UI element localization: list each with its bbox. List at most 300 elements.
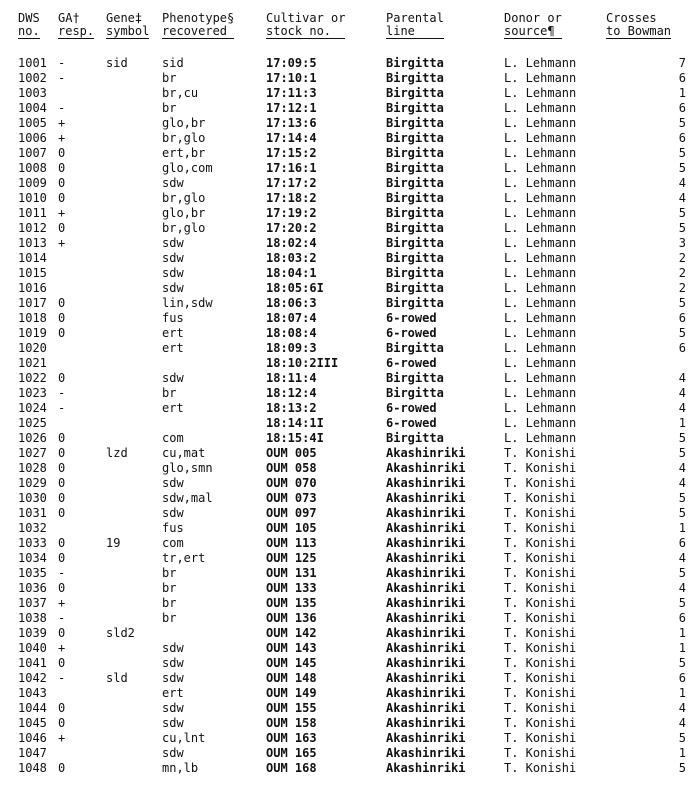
cell-donor: T. Konishi [504,701,577,715]
cell-crosses: 1 [678,641,686,655]
cell-parental-line: Birgitta [386,431,444,445]
cell-dws-no: 1012 [18,221,47,235]
cell-phenotype: cu,lnt [162,731,206,745]
cell-parental-line: 6-rowed [386,356,437,370]
table-row [18,491,686,506]
cell-gene-symbol [106,251,162,266]
cell-phenotype: sdw [162,176,184,190]
table-row [18,296,686,311]
cell-cultivar: OUM 136 [266,611,317,625]
cell-parental-line: Birgitta [386,56,444,70]
cell-phenotype: ert [162,341,184,355]
table-row [18,146,686,161]
cell-crosses: 4 [678,551,686,565]
cell-phenotype: cu,mat [162,446,206,460]
cell-crosses: 5 [678,656,686,670]
table-row [18,611,686,626]
cell-donor: T. Konishi [504,506,577,520]
cell-parental-line: Birgitta [386,86,444,100]
cell-donor: L. Lehmann [504,386,577,400]
cell-phenotype: br,cu [162,86,199,100]
cell-gene-symbol [106,356,162,371]
table-row [18,641,686,656]
cell-dws-no: 1004 [18,101,47,115]
cell-parental-line: Akashinriki [386,566,466,580]
cell-gene-symbol [106,701,162,716]
table-row [18,101,686,116]
cell-crosses: 3 [678,236,686,250]
table-header [18,12,686,56]
cell-gene-symbol [106,491,162,506]
cell-donor: L. Lehmann [504,101,577,115]
table-row [18,596,686,611]
cell-crosses: 1 [678,416,686,430]
cell-crosses: 1 [678,521,686,535]
table-row [18,656,686,671]
cell-gene-symbol [106,521,162,536]
header-donor: Donor or source¶ [504,11,562,38]
cell-gene-symbol [106,761,162,776]
cell-phenotype: ert [162,326,184,340]
cell-ga-response: 0 [58,536,66,550]
header-parental: Parental line [386,11,444,38]
table-row [18,506,686,521]
table-row [18,71,686,86]
cell-parental-line: 6-rowed [386,416,437,430]
cell-phenotype: sdw [162,641,184,655]
cell-crosses: 6 [678,101,686,115]
cell-donor: L. Lehmann [504,161,577,175]
cell-donor: T. Konishi [504,671,577,685]
cell-dws-no: 1043 [18,686,47,700]
cell-cultivar: 17:16:1 [266,161,317,175]
cell-cultivar: 17:20:2 [266,221,317,235]
cell-gene-symbol [106,581,162,596]
cell-crosses: 4 [678,176,686,190]
cell-crosses: 4 [678,701,686,715]
cell-cultivar: OUM 158 [266,716,317,730]
cell-donor: L. Lehmann [504,251,577,265]
cell-ga-response [58,86,106,101]
cell-parental-line: Birgitta [386,341,444,355]
cell-crosses: 5 [678,326,686,340]
cell-phenotype: glo,com [162,161,213,175]
cell-donor: L. Lehmann [504,281,577,295]
cell-parental-line: Akashinriki [386,671,466,685]
table-row [18,581,686,596]
cell-phenotype: br,glo [162,221,206,235]
table-row [18,356,686,371]
cell-donor: T. Konishi [504,746,577,760]
cell-donor: T. Konishi [504,536,577,550]
cell-dws-no: 1036 [18,581,47,595]
cell-phenotype: sdw [162,671,184,685]
cell-ga-response: + [58,116,66,130]
cell-cultivar: OUM 143 [266,641,317,655]
cell-parental-line: Akashinriki [386,686,466,700]
cell-phenotype: sdw [162,701,184,715]
cell-ga-response: 0 [58,161,66,175]
cell-phenotype: glo,br [162,116,206,130]
cell-phenotype: com [162,431,184,445]
cell-dws-no: 1025 [18,416,47,430]
cell-gene-symbol [106,236,162,251]
cell-parental-line: Akashinriki [386,551,466,565]
cell-parental-line: Akashinriki [386,626,466,640]
cell-ga-response: 0 [58,506,66,520]
cell-dws-no: 1021 [18,356,47,370]
cell-donor: T. Konishi [504,761,577,775]
cell-phenotype: sdw [162,746,184,760]
cell-cultivar: 18:06:3 [266,296,317,310]
cell-crosses: 1 [678,746,686,760]
cell-ga-response: 0 [58,311,66,325]
cell-phenotype: sdw,mal [162,491,213,505]
cell-phenotype: sdw [162,506,184,520]
cell-phenotype: sdw [162,236,184,250]
cell-gene-symbol [106,476,162,491]
cell-cultivar: OUM 142 [266,626,317,640]
cell-gene-symbol [106,746,162,761]
cell-parental-line: Akashinriki [386,716,466,730]
cell-parental-line: Birgitta [386,386,444,400]
cell-phenotype: mn,lb [162,761,199,775]
cell-ga-response [58,251,106,266]
cell-parental-line: Birgitta [386,371,444,385]
cell-parental-line: Akashinriki [386,476,466,490]
cell-cultivar: OUM 005 [266,446,317,460]
cell-crosses: 5 [678,566,686,580]
cell-phenotype [162,626,266,641]
cell-cultivar: 18:05:6I [266,281,324,295]
cell-donor: L. Lehmann [504,176,577,190]
cell-donor: T. Konishi [504,581,577,595]
cell-cultivar: OUM 155 [266,701,317,715]
cell-ga-response [58,266,106,281]
cell-parental-line: Birgitta [386,206,444,220]
cell-gene-symbol [106,311,162,326]
cell-gene-symbol [106,221,162,236]
cell-donor: L. Lehmann [504,56,577,70]
table-row [18,731,686,746]
cell-ga-response: + [58,236,66,250]
cell-dws-no: 1032 [18,521,47,535]
cell-dws-no: 1006 [18,131,47,145]
header-ga: GA† resp. [58,11,95,38]
cell-dws-no: 1047 [18,746,47,760]
table-row [18,401,686,416]
cell-cultivar: 18:03:2 [266,251,317,265]
cell-phenotype: fus [162,311,184,325]
table-row [18,566,686,581]
cell-donor: T. Konishi [504,716,577,730]
cell-dws-no: 1046 [18,731,47,745]
cell-donor: T. Konishi [504,566,577,580]
cell-dws-no: 1033 [18,536,47,550]
cell-donor: L. Lehmann [504,326,577,340]
cell-cultivar: 17:18:2 [266,191,317,205]
cell-dws-no: 1001 [18,56,47,70]
table-row [18,701,686,716]
cell-cultivar: 17:13:6 [266,116,317,130]
table-row [18,461,686,476]
cell-gene-symbol [106,326,162,341]
cell-dws-no: 1045 [18,716,47,730]
cell-ga-response [58,686,106,701]
table-row [18,56,686,71]
cell-gene-symbol [106,686,162,701]
cell-cultivar: OUM 070 [266,476,317,490]
cell-dws-no: 1009 [18,176,47,190]
cell-cultivar: OUM 058 [266,461,317,475]
cell-crosses: 6 [678,341,686,355]
cell-dws-no: 1039 [18,626,47,640]
cell-ga-response: 0 [58,581,66,595]
cell-ga-response: 0 [58,461,66,475]
cell-cultivar: OUM 168 [266,761,317,775]
table-row [18,416,686,431]
cell-gene-symbol: sld2 [106,626,135,640]
cell-crosses: 4 [678,461,686,475]
cell-cultivar: 17:17:2 [266,176,317,190]
cell-crosses: 6 [678,536,686,550]
table-row [18,221,686,236]
cell-cultivar: OUM 148 [266,671,317,685]
cell-crosses: 6 [678,611,686,625]
cell-gene-symbol [106,101,162,116]
cell-dws-no: 1003 [18,86,47,100]
cell-cultivar: 18:11:4 [266,371,317,385]
cell-parental-line: 6-rowed [386,311,437,325]
cell-donor: T. Konishi [504,731,577,745]
cell-dws-no: 1044 [18,701,47,715]
cell-donor: L. Lehmann [504,266,577,280]
cell-crosses: 6 [678,311,686,325]
table-row [18,446,686,461]
cell-cultivar: OUM 105 [266,521,317,535]
cell-parental-line: Birgitta [386,221,444,235]
cell-ga-response: 0 [58,716,66,730]
cell-phenotype: ert,br [162,146,206,160]
table-body [18,56,686,776]
table-row [18,326,686,341]
cell-ga-response: - [58,101,66,115]
table-row [18,476,686,491]
cell-gene-symbol [106,131,162,146]
cell-donor: L. Lehmann [504,116,577,130]
cell-ga-response: 0 [58,326,66,340]
cell-parental-line: 6-rowed [386,401,437,415]
cell-parental-line: Akashinriki [386,581,466,595]
cell-phenotype: br,glo [162,131,206,145]
cell-donor: T. Konishi [504,491,577,505]
cell-gene-symbol [106,551,162,566]
cell-parental-line: Akashinriki [386,596,466,610]
cell-cultivar: 17:10:1 [266,71,317,85]
cell-crosses: 5 [678,506,686,520]
table-row [18,551,686,566]
cell-crosses: 7 [678,56,686,70]
cell-gene-symbol [106,731,162,746]
cell-crosses: 5 [678,206,686,220]
cell-cultivar: 18:09:3 [266,341,317,355]
cell-donor: T. Konishi [504,521,577,535]
cell-dws-no: 1016 [18,281,47,295]
cell-phenotype: br [162,386,177,400]
cell-parental-line: Birgitta [386,131,444,145]
cell-ga-response: 0 [58,221,66,235]
cell-parental-line: 6-rowed [386,326,437,340]
cell-gene-symbol [106,296,162,311]
cell-donor: T. Konishi [504,656,577,670]
cell-phenotype: tr,ert [162,551,206,565]
header-dws: DWS no. [18,11,40,38]
cell-parental-line: Birgitta [386,71,444,85]
cell-phenotype: br [162,596,177,610]
cell-parental-line: Birgitta [386,116,444,130]
cell-gene-symbol [106,371,162,386]
cell-ga-response: 0 [58,701,66,715]
cell-gene-symbol [106,161,162,176]
cell-dws-no: 1017 [18,296,47,310]
cell-crosses: 5 [678,431,686,445]
cell-dws-no: 1024 [18,401,47,415]
cell-parental-line: Akashinriki [386,506,466,520]
table-row [18,686,686,701]
cell-crosses: 5 [678,596,686,610]
cell-cultivar: 18:02:4 [266,236,317,250]
cell-ga-response: 0 [58,476,66,490]
cell-cultivar: OUM 149 [266,686,317,700]
cell-dws-no: 1030 [18,491,47,505]
table-row [18,116,686,131]
cell-phenotype: glo,br [162,206,206,220]
cell-ga-response: 0 [58,176,66,190]
table-row [18,746,686,761]
cell-phenotype: br [162,71,177,85]
cell-ga-response: + [58,131,66,145]
cell-parental-line: Birgitta [386,161,444,175]
cell-dws-no: 1028 [18,461,47,475]
cell-gene-symbol [106,596,162,611]
cell-phenotype: fus [162,521,184,535]
cell-crosses: 6 [678,71,686,85]
cell-phenotype: sdw [162,251,184,265]
cell-ga-response: + [58,641,66,655]
table-row [18,386,686,401]
cell-cultivar: OUM 097 [266,506,317,520]
cell-donor: L. Lehmann [504,206,577,220]
cell-crosses: 6 [678,131,686,145]
cell-donor: L. Lehmann [504,416,577,430]
cell-ga-response: - [58,56,66,70]
cell-parental-line: Akashinriki [386,491,466,505]
cell-crosses: 4 [678,191,686,205]
cell-cultivar: 18:14:1I [266,416,324,430]
cell-parental-line: Akashinriki [386,746,466,760]
table-row [18,536,686,551]
cell-parental-line: Birgitta [386,281,444,295]
cell-cultivar: OUM 135 [266,596,317,610]
table-row [18,281,686,296]
cell-gene-symbol [106,71,162,86]
cell-dws-no: 1007 [18,146,47,160]
table-row [18,626,686,641]
cell-parental-line: Akashinriki [386,731,466,745]
cell-ga-response: 0 [58,656,66,670]
cell-cultivar: OUM 113 [266,536,317,550]
cell-gene-symbol: sld [106,671,128,685]
cell-gene-symbol [106,176,162,191]
cell-cultivar: 17:11:3 [266,86,317,100]
cell-ga-response [58,341,106,356]
cell-ga-response: - [58,671,66,685]
cell-ga-response: 0 [58,626,66,640]
cell-phenotype: br [162,611,177,625]
cell-donor: L. Lehmann [504,371,577,385]
table-row [18,521,686,536]
table-row [18,371,686,386]
header-phenotype: Phenotype§ recovered [162,11,235,38]
cell-gene-symbol [106,461,162,476]
cell-crosses: 4 [678,581,686,595]
cell-gene-symbol [106,716,162,731]
cell-gene-symbol [106,191,162,206]
table-row [18,716,686,731]
cell-parental-line: Akashinriki [386,611,466,625]
cell-crosses: 1 [678,86,686,100]
cell-donor: T. Konishi [504,611,577,625]
cell-phenotype: sid [162,56,184,70]
cell-dws-no: 1041 [18,656,47,670]
cell-donor: L. Lehmann [504,236,577,250]
cell-parental-line: Akashinriki [386,701,466,715]
cell-ga-response: - [58,401,66,415]
cell-cultivar: 17:12:1 [266,101,317,115]
cell-donor: L. Lehmann [504,86,577,100]
cell-donor: L. Lehmann [504,131,577,145]
cell-gene-symbol [106,341,162,356]
cell-crosses: 5 [678,146,686,160]
cell-cultivar: OUM 131 [266,566,317,580]
cell-crosses: 4 [678,386,686,400]
cell-gene-symbol [106,86,162,101]
cell-ga-response [58,416,106,431]
cell-donor: T. Konishi [504,641,577,655]
table-row [18,176,686,191]
cell-cultivar: OUM 165 [266,746,317,760]
cell-dws-no: 1038 [18,611,47,625]
cell-gene-symbol [106,611,162,626]
cell-gene-symbol [106,266,162,281]
cell-parental-line: Birgitta [386,101,444,115]
cell-crosses: 2 [678,266,686,280]
cell-ga-response [58,521,106,536]
table-row [18,206,686,221]
cell-phenotype: ert [162,401,184,415]
cell-donor: T. Konishi [504,551,577,565]
cell-parental-line: Akashinriki [386,761,466,775]
cell-phenotype: br,glo [162,191,206,205]
cell-gene-symbol [106,116,162,131]
cell-cultivar: OUM 133 [266,581,317,595]
cell-crosses: 6 [678,671,686,685]
cell-crosses: 5 [678,446,686,460]
cell-gene-symbol: 19 [106,536,121,550]
cell-donor: L. Lehmann [504,191,577,205]
cell-ga-response: 0 [58,446,66,460]
cell-cultivar: 17:09:5 [266,56,317,70]
